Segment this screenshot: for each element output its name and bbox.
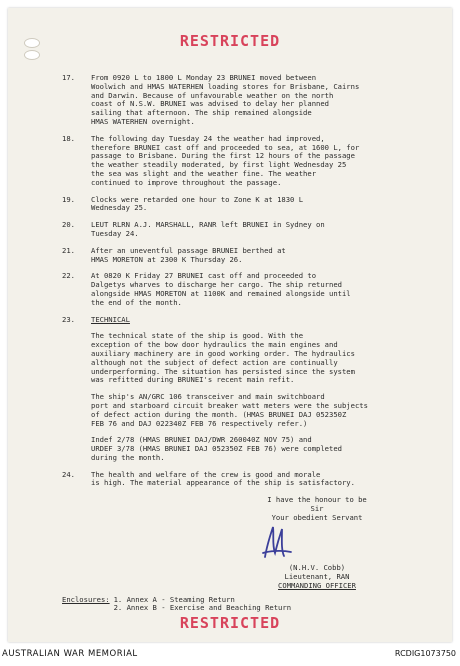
section-heading-technical: TECHNICAL — [91, 314, 130, 324]
paragraph-23-heading: 23. TECHNICAL — [62, 314, 130, 324]
archive-reference: RCDIG1073750 — [394, 649, 456, 658]
handwritten-signature — [257, 523, 422, 563]
letter-body — [62, 74, 422, 613]
closing-salutation: I have the honour to be Sir Your obedient Servant — [267, 495, 367, 522]
punch-hole — [24, 50, 40, 60]
signatory-name: (N.H.V. Cobb) — [288, 562, 346, 572]
paragraph-21: 21. After an uneventful passage BRUNEI berthed at HMAS MORETON at 2300 K Thursday 26. — [62, 245, 286, 264]
archive-name: AUSTRALIAN WAR MEMORIAL — [2, 649, 138, 659]
restricted-stamp-top: RESTRICTED — [179, 32, 281, 50]
archive-footer — [0, 644, 460, 666]
technical-paragraph: The technical state of the ship is good. With the exception of the bow door hydraulics the main engines and auxiliary machinery are in good working order. The hydraulics although not the subject of defect action are continually underperforming. The situation has persisted since the system was refitted during BRUNEI's recent main refit. — [91, 331, 355, 385]
restricted-stamp-bottom: RESTRICTED — [179, 614, 281, 632]
paragraph-19: 19. Clocks were retarded one hour to Zone K at 1830 L Wednesday 25. — [62, 194, 304, 213]
signature-block — [212, 563, 422, 590]
enclosures-label: Enclosures: — [62, 594, 110, 604]
signatory-rank: Lieutenant, RAN — [284, 571, 350, 581]
technical-paragraph: The ship's AN/GRC 106 transceiver and main switchboard port and starboard circuit breaker watt meters were the subjects of defect action during the month. (HMAS BRUNEI DAJ 052350Z FEB 76 and DAJ 022340Z FEB 76 respectively refer.) — [91, 392, 368, 428]
enclosure-list — [114, 596, 291, 614]
enclosure-item: 1. Annex A - Steaming Return — [113, 594, 235, 604]
technical-paragraph: Indef 2/78 (HMAS BRUNEI DAJ/DWR 260040Z NOV 75) and URDEF 3/78 (HMAS BRUNEI DAJ 052350Z FEB 76) were completed during the month. — [91, 435, 342, 462]
paragraph-22: 22. At 0820 K Friday 27 BRUNEI cast off and proceeded to Dalgetys wharves to discharge her cargo. The ship returned alongside HMAS MORETON at 1100K and remained alongside until the end of the month. — [62, 271, 351, 307]
signatory-title: COMMANDING OFFICER — [278, 580, 356, 590]
paragraph-18: 18. The following day Tuesday 24 the weather had improved, therefore BRUNEI cast off and proceeded to sea, at 1600 L, for passage to Brisbane. During the first 12 hours of the passage the weather steadily moderated, by first light Wednesday 25 the sea was slight and the weather fine. The weather continued to improve throughout the passage. — [62, 133, 360, 187]
paragraph-24: 24. The health and welfare of the crew is good and morale is high. The material appearance of the ship is satisfactory. — [62, 469, 355, 488]
document-page — [8, 8, 452, 642]
paragraph-17: 17. From 0920 L to 1800 L Monday 23 BRUNEI moved between Woolwich and HMAS WATERHEN loading stores for Brisbane, Cairns and Darwin. Because of unfavourable weather on the north coast of N.S.W. BRUNEI was advised to delay her planned sailing that afternoon. The ship remained alongside HMAS WATERHEN overnight. — [62, 73, 360, 126]
enclosure-item: 2. Annex B - Exercise and Beaching Return — [113, 603, 292, 613]
enclosures — [62, 596, 422, 614]
paragraph-20: 20. LEUT RLRN A.J. MARSHALL, RANR left BRUNEI in Sydney on Tuesday 24. — [62, 220, 325, 238]
signature-mark — [257, 523, 297, 561]
